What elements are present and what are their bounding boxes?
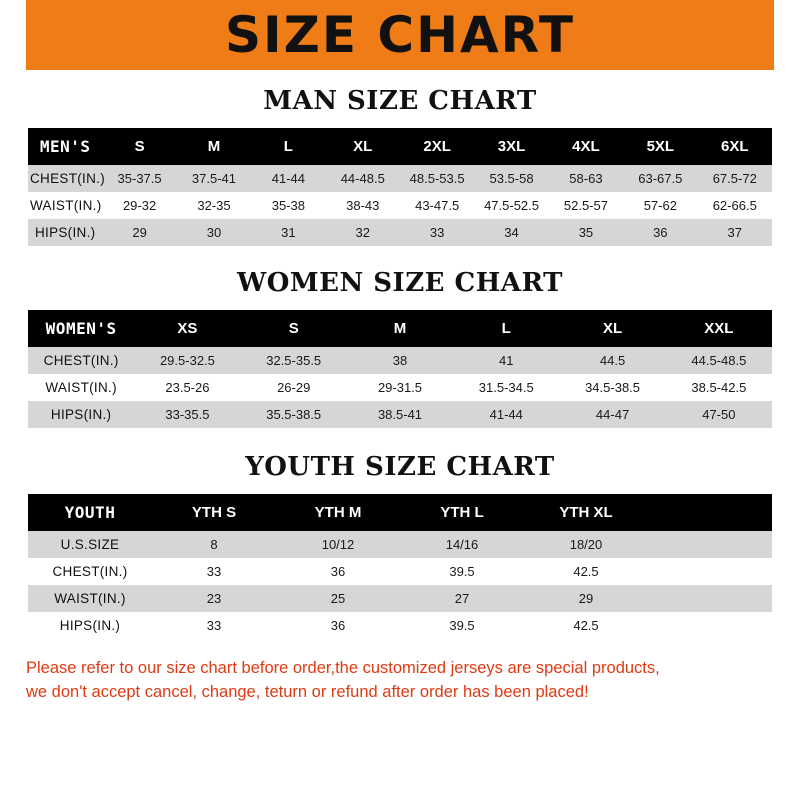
col-header-s: S [288,320,299,337]
row-label: WAIST(IN.) [30,198,102,213]
row-label: HIPS(IN.) [59,618,121,633]
cell: 38 [392,353,408,368]
cell: 35-38 [271,198,305,213]
cell: 10/12 [321,537,355,552]
header-band [0,0,800,70]
row-label: HIPS(IN.) [34,225,96,240]
cell: 27 [454,591,470,606]
col-header-5xl: 5XL [646,138,675,155]
col-header-empty [648,494,772,531]
row-label: CHEST(IN.) [30,171,105,186]
cell: 14/16 [445,537,479,552]
col-header-s: S [134,138,145,155]
cell: 67.5-72 [712,171,757,186]
youth-table-body [28,531,772,639]
cell: 26-29 [277,380,311,395]
cell: 39.5 [449,564,475,579]
cell: 33 [429,225,445,240]
cell: 29 [578,591,594,606]
content [0,86,800,639]
cell: 41-44 [271,171,305,186]
cell: 29-32 [122,198,157,213]
cell: 39.5 [449,618,475,633]
youth-table-head [28,494,772,531]
cell: 23.5-26 [165,380,210,395]
women-size-table [28,310,772,428]
cell: 29 [132,225,147,240]
cell: 31 [281,225,296,240]
cell: 42.5 [573,564,599,579]
notice-line-1: Please refer to our size chart before order,the customized jerseys are special products, [26,659,660,677]
cell: 36 [330,618,346,633]
col-header-4xl: 4XL [572,138,600,155]
col-header-3xl: 3XL [497,138,526,155]
cell: 25 [330,591,346,606]
table-row [28,192,772,219]
man-table-head [28,128,772,165]
col-header-yth-l: YTH L [440,504,484,521]
cell: 23 [206,591,222,606]
cell: 38.5-42.5 [691,380,747,395]
cell: 41-44 [489,407,523,422]
cell: 35.5-38.5 [266,407,322,422]
cell: 38.5-41 [377,407,423,422]
table-row [28,558,772,585]
cell: 32-35 [197,198,231,213]
women-section-title: WOMEN SIZE CHART [237,268,563,298]
cell: 33-35.5 [165,407,210,422]
man-size-table [28,128,772,246]
table-header-row [28,310,772,347]
cell: 48.5-53.5 [409,171,465,186]
col-header-l: L [501,320,511,337]
cell: 62-66.5 [712,198,757,213]
table-row [28,612,772,639]
cell [648,612,772,639]
cell: 18/20 [569,537,603,552]
cell: 57-62 [643,198,677,213]
cell: 36 [330,564,346,579]
col-header-m: M [393,320,407,337]
man-section-title: MAN SIZE CHART [263,86,537,116]
col-header-2xl: 2XL [423,138,451,155]
row-label: WAIST(IN.) [54,591,126,606]
row-label: CHEST(IN.) [52,564,128,579]
table-row [28,401,772,428]
table-row [28,374,772,401]
table-row [28,531,772,558]
cell [648,585,772,612]
cell: 30 [206,225,222,240]
cell: 47.5-52.5 [484,198,539,213]
cell: 47-50 [702,407,736,422]
table-row [28,219,772,246]
table-row [28,585,772,612]
row-label: CHEST(IN.) [43,353,119,368]
table-row [28,165,772,192]
cell: 8 [210,537,218,552]
col-header-yth-m: YTH M [314,504,362,521]
cell: 31.5-34.5 [478,380,534,395]
women-table-body [28,347,772,428]
cell: 35 [578,225,594,240]
youth-section-title: YOUTH SIZE CHART [245,452,555,482]
cell: 63-67.5 [638,171,683,186]
cell: 44.5 [599,353,626,368]
cell: 35-37.5 [117,171,162,186]
order-notice [26,657,774,705]
col-header-xs: XS [177,320,198,337]
cell: 41 [499,353,514,368]
table-header-row [28,128,772,165]
row-label: U.S.SIZE [60,537,120,552]
col-header-xl: XL [353,138,373,155]
cell [648,558,772,585]
cell [648,531,772,558]
cell: 33 [206,618,222,633]
cell: 32 [355,225,370,240]
cell: 34.5-38.5 [585,380,641,395]
row-label: HIPS(IN.) [50,407,112,422]
cell: 37 [727,225,742,240]
row-label: WAIST(IN.) [45,380,117,395]
col-header-m: M [207,138,221,155]
table-row [28,347,772,374]
man-table-body [28,165,772,246]
table-header-row [28,494,772,531]
col-header-xxl: XXL [704,320,734,337]
cell: 53.5-58 [489,171,534,186]
col-header-label: YOUTH [64,503,116,522]
notice-line-2: we don't accept cancel, change, teturn or refund after order has been placed! [26,682,589,701]
col-header-yth-xl: YTH XL [559,504,613,521]
col-header-yth-s: YTH S [191,504,237,521]
col-header-l: L [283,138,293,155]
col-header-label: MEN'S [39,137,91,156]
cell: 43-47.5 [415,198,460,213]
cell: 44-47 [595,407,630,422]
page-title: SIZE CHART [224,6,576,64]
cell: 33 [206,564,222,579]
cell: 38-43 [346,198,380,213]
youth-size-table [28,494,772,639]
col-header-label: WOMEN'S [45,319,117,338]
cell: 29.5-32.5 [159,353,215,368]
cell: 32.5-35.5 [266,353,322,368]
cell: 34 [504,225,519,240]
cell: 42.5 [573,618,599,633]
header-right-spacer [774,0,800,70]
col-header-6xl: 6XL [721,138,749,155]
cell: 58-63 [569,171,603,186]
cell: 37.5-41 [191,171,237,186]
cell: 44-48.5 [340,171,385,186]
cell: 29-31.5 [377,380,423,395]
cell: 36 [653,225,668,240]
col-header-xl: XL [602,320,623,337]
header-left-spacer [0,0,26,70]
cell: 44.5-48.5 [691,353,747,368]
cell: 52.5-57 [563,198,608,213]
women-table-head [28,310,772,347]
